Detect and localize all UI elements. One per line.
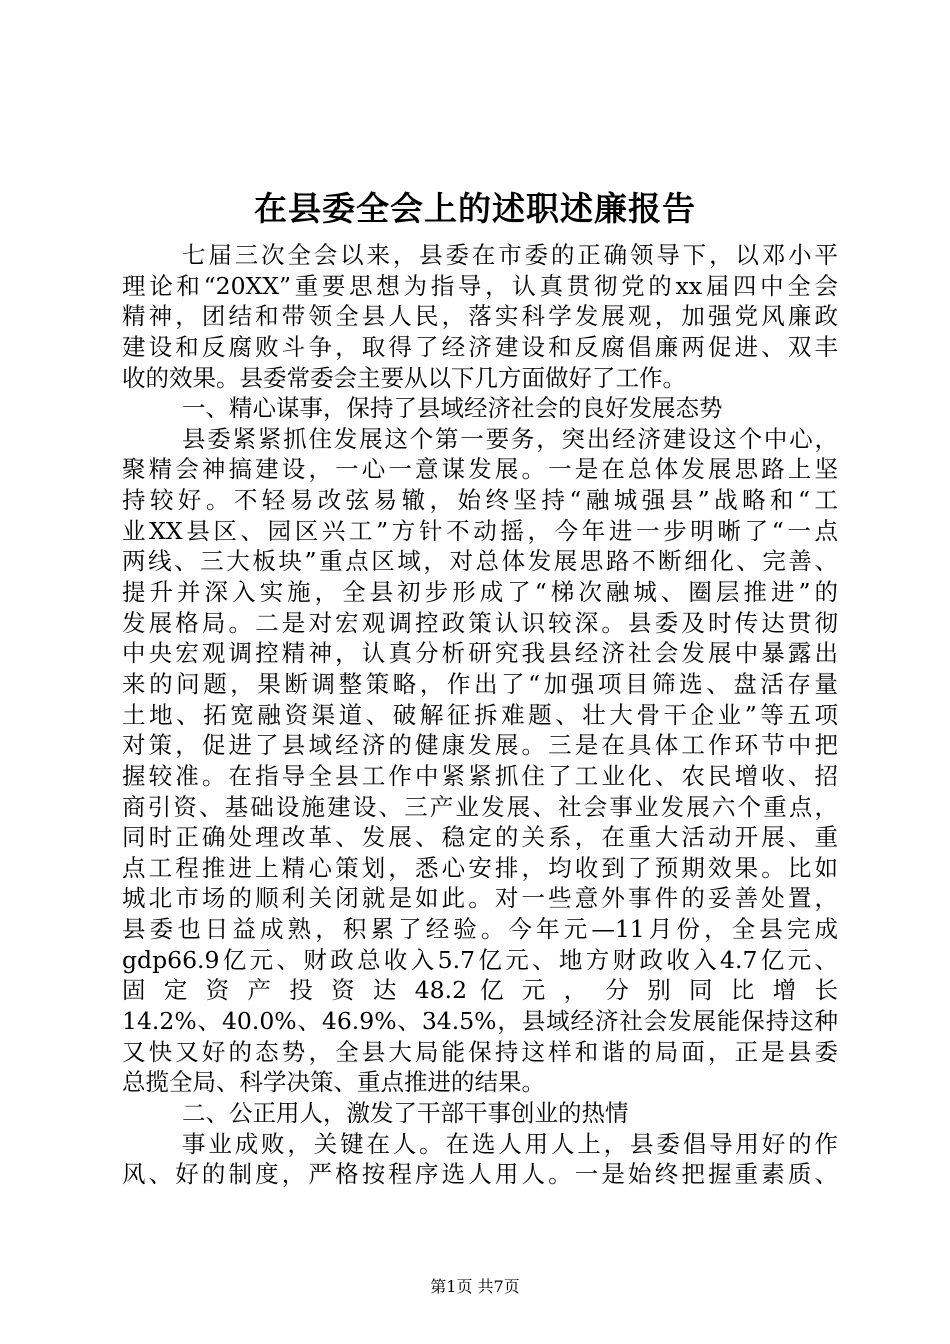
paragraph-line: 业XX县区、园区兴工”方针不动摇，今年进一步明晰了“一点 (122, 516, 838, 545)
page-number-footer: 第1页 共7页 (430, 1277, 520, 1296)
paragraph-line: 14.2%、40.0%、46.9%、34.5%，县域经济社会发展能保持这种 (122, 1007, 838, 1036)
paragraph-line: 持较好。不轻易改弦易辙，始终坚持“融城强县”战略和“工 (122, 486, 838, 515)
paragraph-line: 城北市场的顺利关闭就是如此。对一些意外事件的妥善处置， (122, 884, 838, 913)
section-heading-2: 二、公正用人，激发了干部干事创业的热情 (182, 1098, 629, 1127)
paragraph-line: 收的效果。县委常委会主要从以下几方面做好了工作。 (122, 363, 686, 392)
paragraph-line: 又快又好的态势，全县大局能保持这样和谐的局面，正是县委 (122, 1037, 838, 1066)
paragraph-line: 理论和“20XX”重要思想为指导，认真贯彻党的xx届四中全会 (122, 271, 838, 300)
paragraph-line: 点工程推进上精心策划，悉心安排，均收到了预期效果。比如 (122, 853, 838, 882)
paragraph-line: 握较准。在指导全县工作中紧紧抓住了工业化、农民增收、招 (122, 761, 838, 790)
document-title: 在县委全会上的述职述廉报告 (254, 189, 696, 228)
section-heading-1: 一、精心谋事，保持了县域经济社会的良好发展态势 (182, 394, 723, 423)
paragraph-line: gdp66.9亿元、财政总收入5.7亿元、地方财政收入4.7亿元、 (122, 945, 838, 974)
paragraph-line: 中央宏观调控精神，认真分析研究我县经济社会发展中暴露出 (122, 639, 838, 668)
paragraph-line: 风、好的制度，严格按程序选人用人。一是始终把握重素质、 (122, 1160, 838, 1189)
paragraph-line: 精神，团结和带领全县人民，落实科学发展观，加强党风廉政 (122, 302, 838, 331)
paragraph-line: 土地、拓宽融资渠道、破解征拆难题、壮大骨干企业”等五项 (122, 700, 838, 729)
paragraph-line: 发展格局。二是对宏观调控政策认识较深。县委及时传达贯彻 (122, 608, 838, 637)
document-body (122, 240, 838, 1190)
paragraph-line: 事业成败，关键在人。在选人用人上，县委倡导用好的作 (182, 1129, 838, 1158)
paragraph-line: 建设和反腐败斗争，取得了经济建设和反腐倡廉两促进、双丰 (122, 332, 838, 361)
paragraph-line: 县委也日益成熟，积累了经验。今年元—11月份，全县完成 (122, 915, 838, 944)
paragraph-line: 七届三次全会以来，县委在市委的正确领导下，以邓小平 (182, 241, 838, 269)
paragraph-line: 来的问题，果断调整策略，作出了“加强项目筛选、盘活存量 (122, 669, 838, 698)
paragraph-line: 同时正确处理改革、发展、稳定的关系，在重大活动开展、重 (122, 823, 838, 852)
paragraph-line: 固 定 资 产 投 资 达 48.2 亿 元 ， 分 别 同 比 增 长 (122, 976, 838, 1005)
paragraph-line: 两线、三大板块”重点区域，对总体发展思路不断细化、完善、 (122, 547, 838, 576)
paragraph-line: 聚精会神搞建设，一心一意谋发展。一是在总体发展思路上坚 (122, 455, 838, 484)
paragraph-line: 对策，促进了县域经济的健康发展。三是在具体工作环节中把 (122, 731, 838, 760)
paragraph-line: 县委紧紧抓住发展这个第一要务，突出经济建设这个中心， (182, 424, 838, 453)
paragraph-line: 总揽全局、科学决策、重点推进的结果。 (122, 1068, 545, 1097)
paragraph-line: 商引资、基础设施建设、三产业发展、社会事业发展六个重点， (122, 792, 838, 821)
paragraph-line: 提升并深入实施，全县初步形成了“梯次融城、圈层推进”的 (122, 578, 838, 607)
